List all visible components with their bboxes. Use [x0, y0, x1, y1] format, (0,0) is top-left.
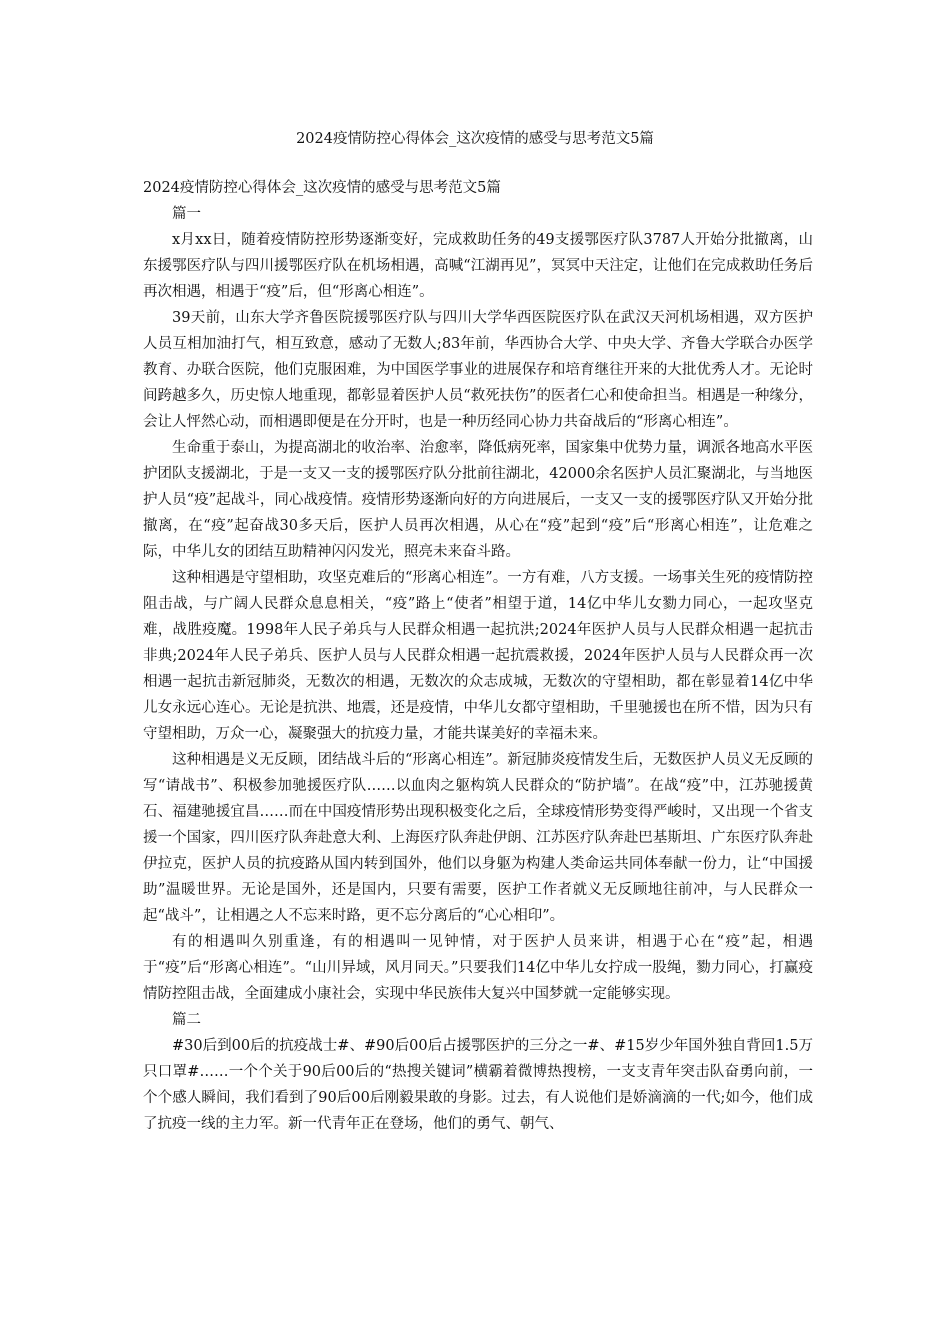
paragraph: x月xx日，随着疫情防控形势逐渐变好，完成救助任务的49支援鄂医疗队3787人开始分批撤离，山东援鄂医疗队与四川援鄂医疗队在机场相遇，高喊“江湖再见”，冥冥中天注定，让他们在完成救助任务后再次相遇，相遇于“疫”后，但“形离心相连”。 — [143, 232, 813, 300]
paragraph: 生命重于泰山，为提高湖北的收治率、治愈率，降低病死率，国家集中优势力量，调派各地高水平医护团队支援湖北，于是一支又一支的援鄂医疗队分批前往湖北，42000余名医护人员汇聚湖北，与当地医护人员“疫”起战斗，同心战疫情。疫情形势逐渐向好的方向进展后，一支又一支的援鄂医疗队又开始分批撤离，在“疫”起奋战30多天后，医护人员再次相遇，从心在“疫”起到“疫”后“形离心相连”，让危难之际，中华儿女的团结互助精神闪闪发光，照亮未来奋斗路。 — [143, 440, 813, 560]
document-body — [143, 175, 813, 1137]
paragraph: 有的相遇叫久别重逢，有的相遇叫一见钟情，对于医护人员来讲，相遇于心在“疫”起，相遇于“疫”后“形离心相连”。“山川异域，风月同天。”只要我们14亿中华儿女拧成一股绳，勠力同心，打赢疫情防控阻击战，全面建成小康社会，实现中华民族伟大复兴中国梦就一定能够实现。 — [143, 934, 813, 1002]
section-label-two: 篇二 — [172, 1012, 201, 1028]
page-title: 2024疫情防控心得体会_这次疫情的感受与思考范文5篇 — [296, 131, 654, 147]
paragraph: 39天前，山东大学齐鲁医院援鄂医疗队与四川大学华西医院医疗队在武汉天河机场相遇，双方医护人员互相加油打气，相互致意，感动了无数人;83年前，华西协合大学、中央大学、齐鲁大学联合办医学教育、办联合医院，他们克服困难，为中国医学事业的进展保存和培育继往开来的大批优秀人才。无论时间跨越多久，历史惊人地重现，都彰显着医护人员“救死扶伤”的医者仁心和使命担当。相遇是一种缘分，会让人怦然心动，而相遇即便是在分开时，也是一种历经同心协力共奋战后的“形离心相连”。 — [143, 310, 813, 430]
paragraph: 这种相遇是义无反顾，团结战斗后的“形离心相连”。新冠肺炎疫情发生后，无数医护人员义无反顾的写“请战书”、积极参加驰援医疗队……以血肉之躯构筑人民群众的“防护墙”。在战“疫”中，江苏驰援黄石、福建驰援宜昌……而在中国疫情形势出现积极变化之后，全球疫情形势变得严峻时，又出现一个省支援一个国家，四川医疗队奔赴意大利、上海医疗队奔赴伊朗、江苏医疗队奔赴巴基斯坦、广东医疗队奔赴伊拉克，医护人员的抗疫路从国内转到国外，他们以身躯为构建人类命运共同体奉献一份力，让“中国援助”温暖世界。无论是国外，还是国内，只要有需要，医护工作者就义无反顾地往前冲，与人民群众一起“战斗”，让相遇之人不忘来时路，更不忘分离后的“心心相印”。 — [143, 752, 813, 924]
document-subtitle: 2024疫情防控心得体会_这次疫情的感受与思考范文5篇 — [143, 180, 501, 196]
paragraph: 这种相遇是守望相助，攻坚克难后的“形离心相连”。一方有难，八方支援。一场事关生死的疫情防控阻击战，与广阔人民群众息息相关，“疫”路上“使者”相望于道，14亿中华儿女勠力同心，一起攻坚克难，战胜疫魔。1998年人民子弟兵与人民群众相遇一起抗洪;2024年医护人员与人民群众相遇一起抗击非典;2024年人民子弟兵、医护人员与人民群众相遇一起抗震救援，2024年医护人员与人民群众再一次相遇一起抗击新冠肺炎，无数次的相遇，无数次的众志成城，无数次的守望相助，都在彰显着14亿中华儿女永远心连心。无论是抗洪、地震，还是疫情，中华儿女都守望相助，千里驰援也在所不惜，因为只有守望相助，万众一心，凝聚强大的抗疫力量，才能共谋美好的幸福未来。 — [143, 570, 813, 742]
paragraph: #30后到00后的抗疫战士#、#90后00后占援鄂医护的三分之一#、#15岁少年国外独自背回1.5万只口罩#……一个个关于90后00后的“热搜关键词”横霸着微博热搜榜，一支支青年突击队奋勇向前，一个个感人瞬间，我们看到了90后00后刚毅果敢的身影。过去，有人说他们是娇滴滴的一代;如今，他们成了抗疫一线的主力军。新一代青年正在登场，他们的勇气、朝气、 — [143, 1038, 813, 1132]
section-label-one: 篇一 — [172, 206, 201, 222]
